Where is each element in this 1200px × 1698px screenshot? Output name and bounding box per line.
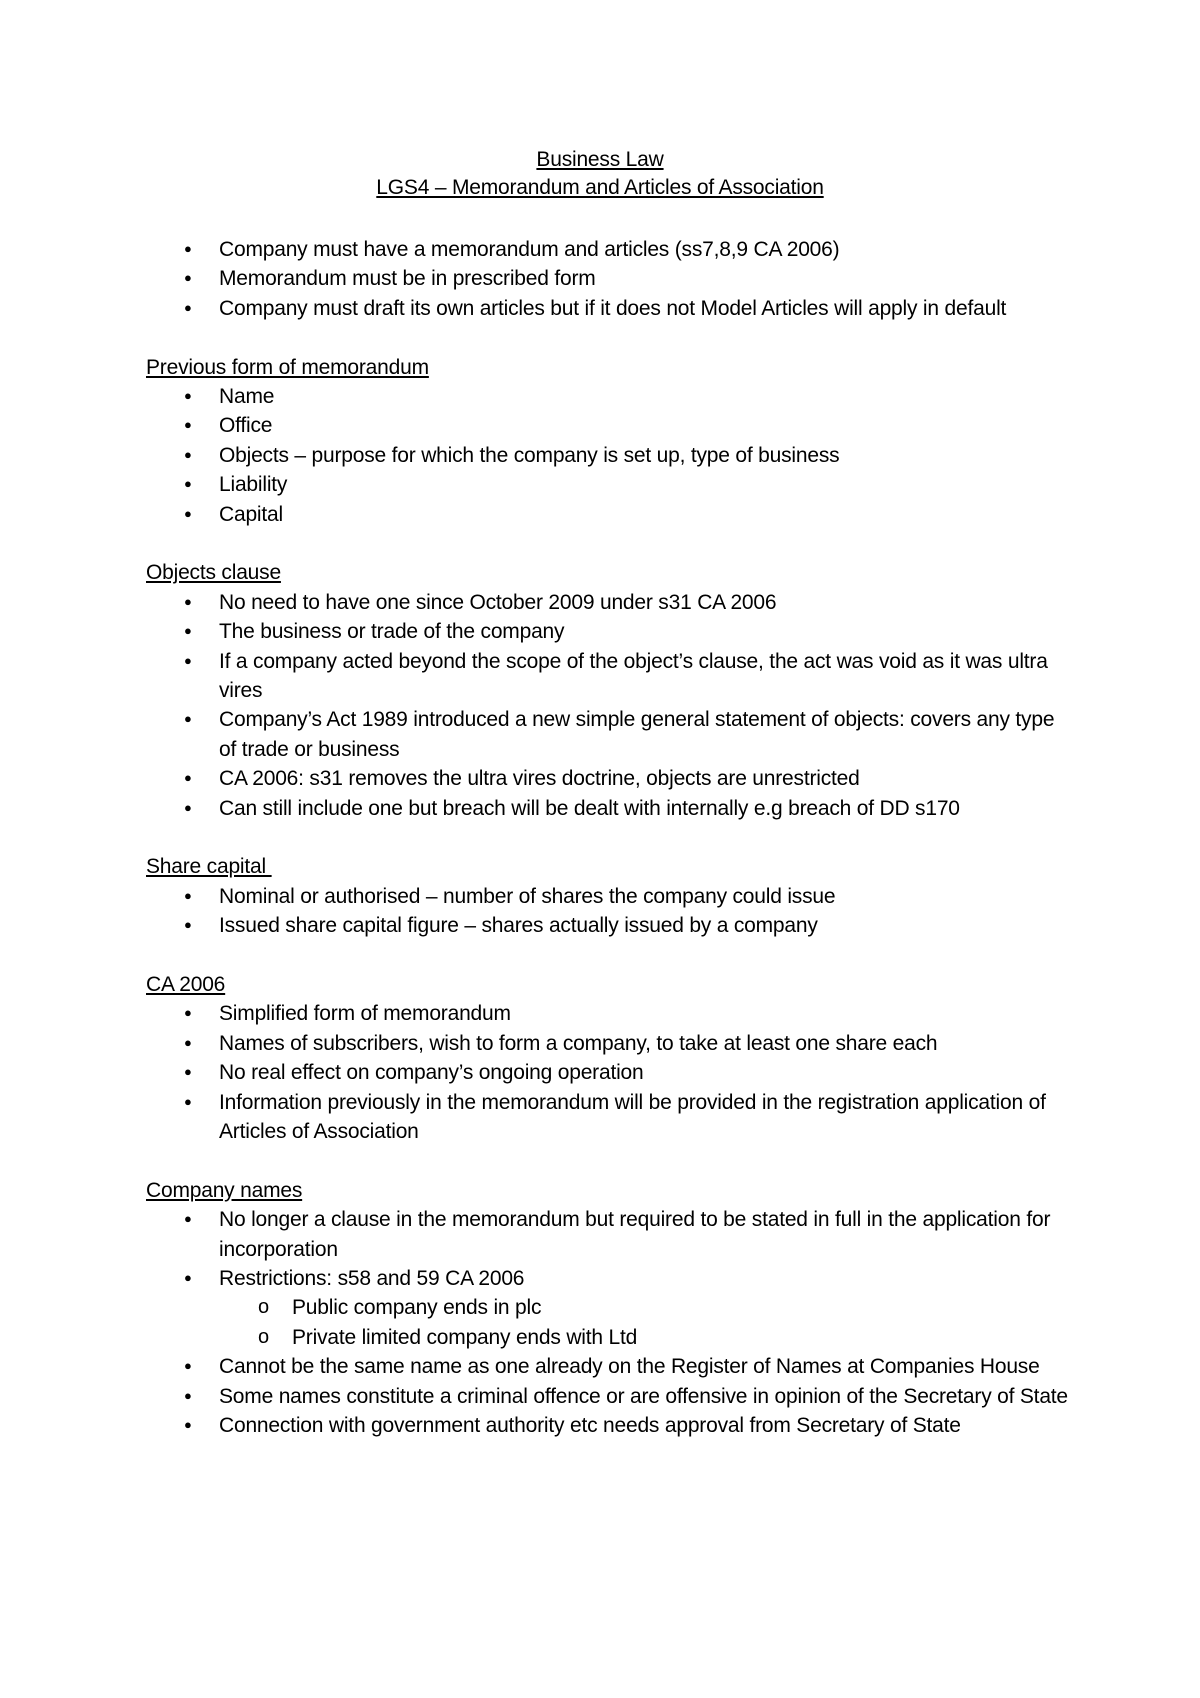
list-item: ● Names of subscribers, wish to form a company, to take at least one share each xyxy=(146,1029,1076,1058)
list-item: ● Objects – purpose for which the company is set up, type of business xyxy=(146,441,1076,470)
list-item: ● Memorandum must be in prescribed form xyxy=(146,264,1076,293)
list-item: ● Company must have a memorandum and articles (ss7,8,9 CA 2006) xyxy=(146,235,1076,264)
list-item: ● CA 2006: s31 removes the ultra vires doctrine, objects are unrestricted xyxy=(146,764,1076,793)
list-item: ● No need to have one since October 2009 under s31 CA 2006 xyxy=(146,588,1076,617)
list-item: ● Liability xyxy=(146,470,1076,499)
sub-list-item: o Private limited company ends with Ltd xyxy=(146,1323,1076,1352)
list-item: ● Capital xyxy=(146,500,1076,529)
company-names-list xyxy=(146,1205,1076,1440)
section-heading-share-capital: Share capital xyxy=(146,855,272,879)
share-capital-list xyxy=(146,882,1076,941)
list-item: ● Simplified form of memorandum xyxy=(146,999,1076,1028)
list-item: ● Name xyxy=(146,382,1076,411)
document-subtitle: LGS4 – Memorandum and Articles of Association xyxy=(376,176,824,199)
list-item: ● Company’s Act 1989 introduced a new simple general statement of objects: covers any type of trade or business xyxy=(146,705,1076,764)
sub-list-item: o Public company ends in plc xyxy=(146,1293,1076,1322)
intro-list xyxy=(146,235,1076,323)
list-item: ● The business or trade of the company xyxy=(146,617,1076,646)
list-item: ● Office xyxy=(146,411,1076,440)
list-item: ● Issued share capital figure – shares actually issued by a company xyxy=(146,911,1076,940)
previous-form-list xyxy=(146,382,1076,529)
list-item: ● Cannot be the same name as one already on the Register of Names at Companies House xyxy=(146,1352,1076,1381)
list-item: ● If a company acted beyond the scope of the object’s clause, the act was void as it was ultra vires xyxy=(146,647,1076,706)
list-item: ● Some names constitute a criminal offence or are offensive in opinion of the Secretary of State xyxy=(146,1382,1076,1411)
section-heading-ca-2006: CA 2006 xyxy=(146,973,226,997)
document-body xyxy=(146,235,1076,1441)
section-heading-company-names: Company names xyxy=(146,1178,303,1202)
section-heading-previous-form: Previous form of memorandum xyxy=(146,355,429,379)
list-item: ● No longer a clause in the memorandum but required to be stated in full in the application for incorporation xyxy=(146,1205,1076,1264)
document-title: Business Law xyxy=(536,148,664,171)
list-item: ● Company must draft its own articles but if it does not Model Articles will apply in default xyxy=(146,294,1076,323)
list-item: ● No real effect on company’s ongoing operation xyxy=(146,1058,1076,1087)
list-item: ● Can still include one but breach will be dealt with internally e.g breach of DD s170 xyxy=(146,794,1076,823)
list-item: ● Information previously in the memorandum will be provided in the registration application of Articles of Association xyxy=(146,1088,1076,1147)
list-item: ● Restrictions: s58 and 59 CA 2006 xyxy=(146,1264,1076,1293)
title-block xyxy=(0,146,1200,202)
ca-2006-list xyxy=(146,999,1076,1146)
section-heading-objects-clause: Objects clause xyxy=(146,561,281,585)
list-item: ● Nominal or authorised – number of shares the company could issue xyxy=(146,882,1076,911)
list-item: ● Connection with government authority etc needs approval from Secretary of State xyxy=(146,1411,1076,1440)
objects-clause-list xyxy=(146,588,1076,823)
